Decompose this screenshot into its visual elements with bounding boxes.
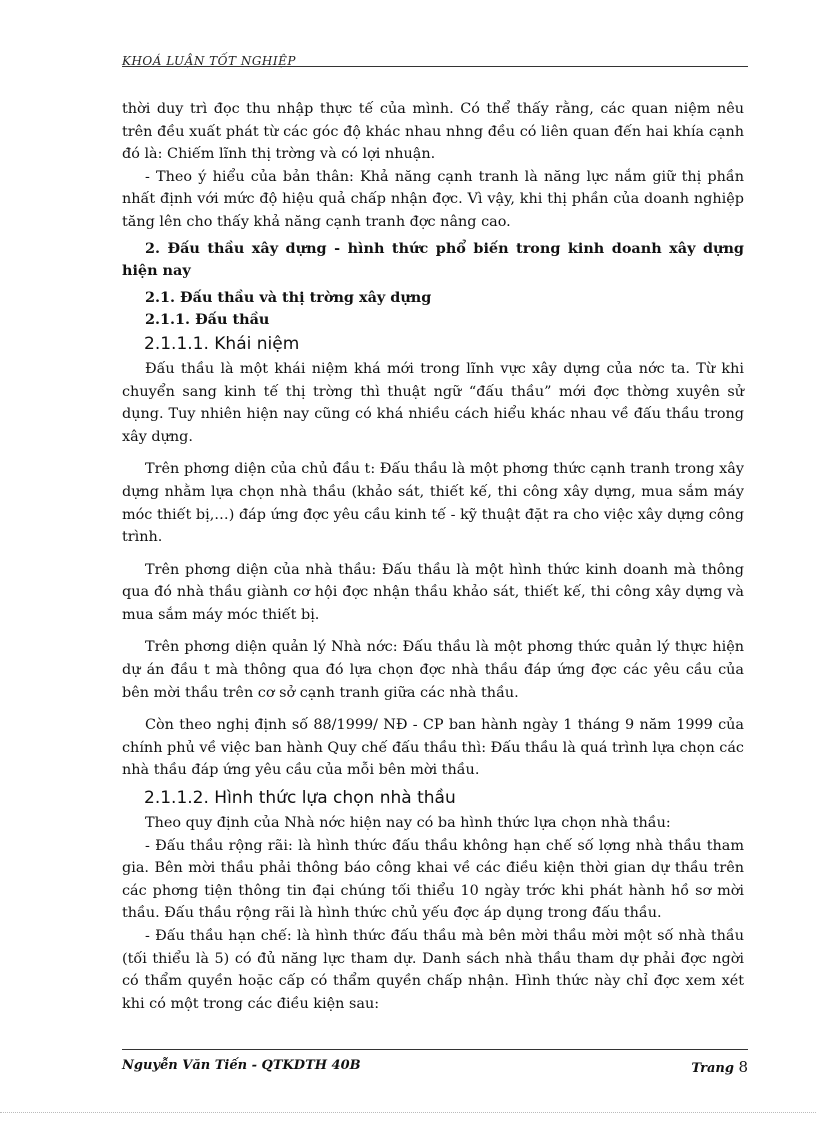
paragraph: Trên phơng diện quản lý Nhà nớc: Đấu thầu là một phơng thức quản lý thực hiện dự án đầu t mà thông qua đó lựa chọn đợc nhà thầu đáp ứng đợc các yêu cầu của bên mời thầu trên cơ sở cạnh tranh giữa các nhà thầu. [122, 639, 744, 701]
footer-rule [122, 1049, 748, 1050]
paragraph: Trên phơng diện của chủ đầu t: Đấu thầu là một phơng thức cạnh tranh trong xây dựng nhằm lựa chọn nhà thầu (khảo sát, thiết kế, thi công xây dựng, mua sắm máy móc thiết bị,…) đáp ứng đợc yêu cầu kinh tế - kỹ thuật đặt ra cho việc xây dựng công trình. [122, 461, 744, 546]
header-rule [122, 66, 748, 67]
page-number-block [691, 1058, 748, 1076]
subsection-heading: 2.1.1. Đấu thầu [145, 311, 270, 329]
paragraph: Theo quy định của Nhà nớc hiện nay có ba hình thức lựa chọn nhà thầu: [145, 815, 671, 832]
page-label: Trang [691, 1061, 734, 1076]
section-heading: 2. Đấu thầu xây dựng - hình thức phổ biến trong kinh doanh xây dựng hiện nay [122, 239, 744, 280]
paragraph: Còn theo nghị định số 88/1999/ NĐ - CP ban hành ngày 1 tháng 9 năm 1999 của chính phủ về việc ban hành Quy chế đấu thầu thì: Đấu thầu là quá trình lựa chọn các nhà thầu đáp ứng yêu cầu của mỗi bên mời thầu. [122, 717, 744, 779]
footer-author: Nguyễn Văn Tiến - QTKDTH 40B [122, 1058, 361, 1073]
paragraph: - Theo ý hiểu của bản thân: Khả năng cạnh tranh là năng lực nắm giữ thị phần nhất định với mức độ hiệu quả chấp nhận đợc. Vì vậy, khi thị phần của doanh nghiệp tăng lên cho thấy khả năng cạnh tranh đợc nâng cao. [122, 168, 744, 230]
header-title: KHOÁ LUẬN TỐT NGHIỆP [122, 54, 296, 68]
page-bottom-dotted-rule [0, 1112, 816, 1113]
subsubsection-heading: 2.1.1.2. Hình thức lựa chọn nhà thầu [144, 788, 456, 809]
subsection-heading: 2.1. Đấu thầu và thị trờng xây dựng [145, 288, 432, 306]
document-body [122, 98, 744, 1015]
paragraph: - Đấu thầu hạn chế: là hình thức đấu thầu mà bên mời thầu mời một số nhà thầu (tối thiểu là 5) có đủ năng lực tham dự. Danh sách nhà thầu tham dự phải đợc ngời có thẩm quyền hoặc cấp có thẩm quyền chấp nhận. Hình thức này chỉ đợc xem xét khi có một trong các điều kiện sau: [122, 928, 744, 1012]
paragraph: Trên phơng diện của nhà thầu: Đấu thầu là một hình thức kinh doanh mà thông qua đó nhà thầu giành cơ hội đợc nhận thầu khảo sát, thiết kế, thi công xây dựng và mua sắm máy móc thiết bị. [122, 561, 744, 623]
page-footer [122, 1056, 748, 1078]
page-number: 8 [738, 1058, 748, 1076]
subsubsection-heading: 2.1.1.1. Khái niệm [144, 333, 300, 354]
page-header [122, 50, 748, 66]
paragraph: - Đấu thầu rộng rãi: là hình thức đấu thầu không hạn chế số lợng nhà thầu tham gia. Bên mời thầu phải thông báo công khai về các điều kiện thời gian dự thầu trên các phơng tiện thông tin đại chúng tối thiểu 10 ngày trớc khi phát hành hồ sơ mời thầu. Đấu thầu rộng rãi là hình thức chủ yếu đợc áp dụng trong đấu thầu. [122, 837, 744, 922]
paragraph: Đấu thầu là một khái niệm khá mới trong lĩnh vực xây dựng của nớc ta. Từ khi chuyển sang kinh tế thị trờng thì thuật ngữ “đấu thầu” mới đợc thờng xuyên sử dụng. Tuy nhiên hiện nay cũng có khá nhiều cách hiểu khác nhau về đấu thầu trong xây dựng. [122, 360, 744, 445]
paragraph: thời duy trì đọc thu nhập thực tế của mình. Có thể thấy rằng, các quan niệm nêu trên đều xuất phát từ các góc độ khác nhau nhng đều có liên quan đến hai khía cạnh đó là: Chiếm lĩnh thị trờng và có lợi nhuận. [122, 101, 744, 163]
